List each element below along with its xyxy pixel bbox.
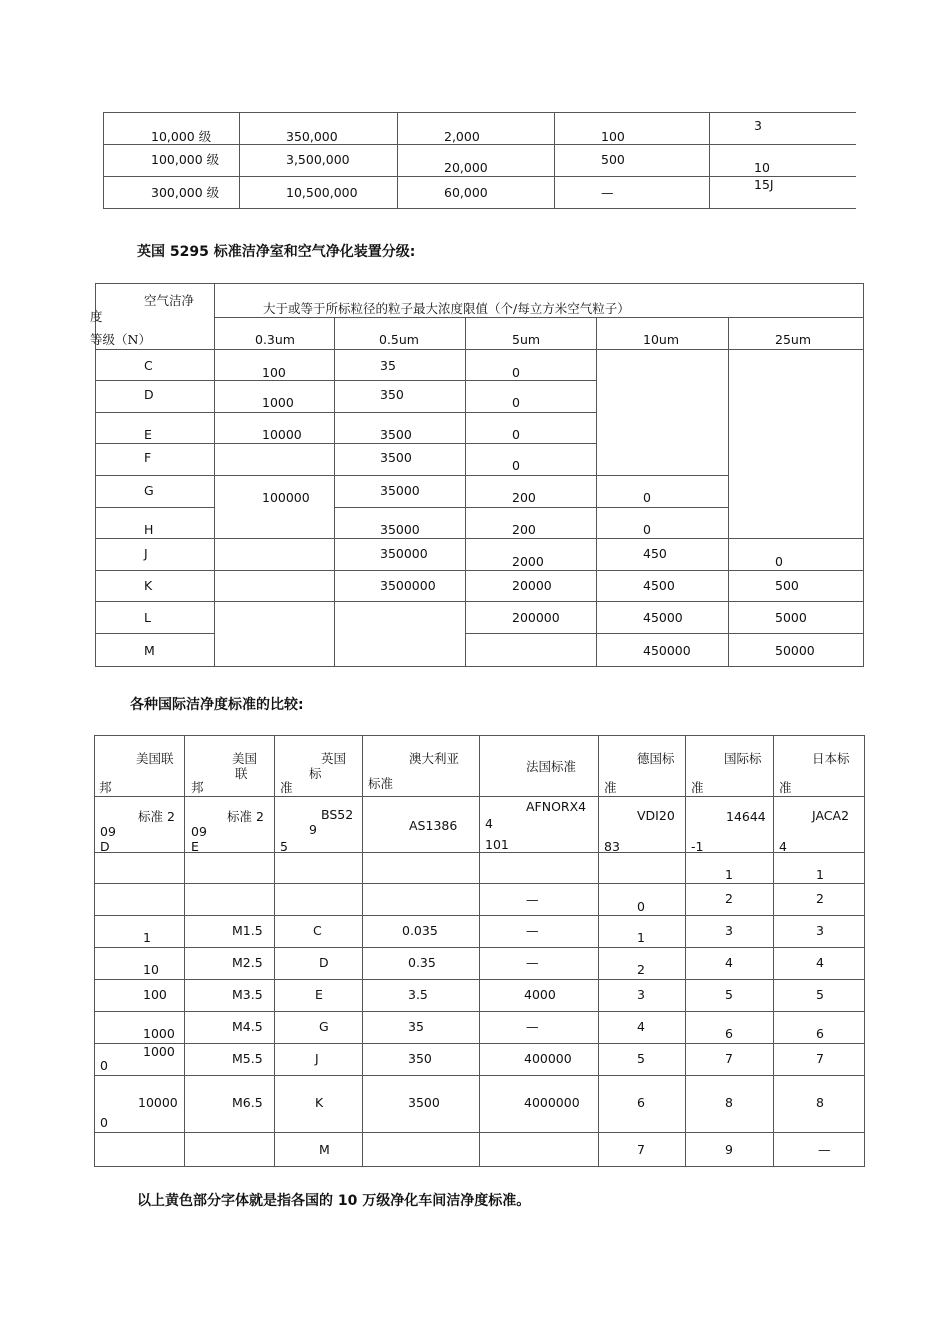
header-us-d [95, 736, 185, 797]
grade-cell: M [144, 642, 155, 658]
table-cell: 20,000 [444, 160, 488, 175]
table-cell: 0 [512, 426, 520, 442]
table-cell: 2 [816, 891, 824, 906]
table-cell: 450 [643, 546, 667, 562]
table-row [95, 853, 865, 884]
table-row [95, 1012, 865, 1044]
table-cell: 3500000 [380, 577, 436, 593]
table-cell: C [313, 923, 322, 938]
table-cell: 1000 [143, 1026, 175, 1041]
table-cell: K [315, 1095, 324, 1110]
table-cell: 2 [637, 962, 645, 977]
header-us-e [185, 736, 275, 797]
table-cell: 350 [380, 387, 404, 403]
table-cell: — [526, 955, 539, 970]
subheader-text: 83 [604, 839, 620, 854]
table-cell: 7 [637, 1142, 645, 1157]
grade-cell: E [144, 426, 152, 442]
table-row [95, 980, 865, 1012]
table-cell: 45000 [643, 610, 683, 626]
table-cell: — [526, 1019, 539, 1034]
corner-text: 空气洁净 [144, 293, 195, 308]
table-cell: 200000 [512, 610, 560, 626]
subheader-text: VDI20 [637, 808, 675, 823]
grade-cell: F [144, 450, 152, 466]
table-cell: 5 [637, 1051, 645, 1066]
table-cell: 50000 [775, 642, 815, 658]
table-cell: 100 [143, 987, 167, 1002]
table-cell: 15J [754, 177, 774, 192]
header-text: 准 [779, 780, 792, 795]
table-cell: 100 [601, 129, 625, 144]
table-cell: 400000 [524, 1051, 572, 1066]
footer-note: 以上黄色部分字体就是指各国的 10 万级净化车间洁净度标准。 [137, 1193, 531, 1209]
table-cell: 200 [512, 521, 536, 537]
table-cell: 4500 [643, 577, 675, 593]
subheader-text: AFNORX4 [526, 799, 587, 814]
table-cell: 20000 [512, 577, 552, 593]
table-cell: 3 [637, 987, 645, 1002]
subheader-text: 4 [779, 839, 787, 854]
header-text: 准 [280, 780, 293, 795]
table-cell: 10,500,000 [286, 185, 358, 200]
table-cell: 10000 [262, 426, 302, 442]
table-cell: 3 [725, 923, 733, 938]
table-cell: 5 [725, 987, 733, 1002]
table-row [96, 539, 864, 571]
table-cell: 1000 [262, 395, 294, 411]
table-row [96, 633, 864, 666]
header-text: 法国标准 [526, 759, 577, 774]
header-fr [480, 736, 599, 797]
table-cell: 35000 [380, 482, 420, 498]
column-header: 0.3um [255, 332, 295, 347]
table-row [95, 948, 865, 980]
table-cell: 6 [816, 1026, 824, 1041]
table-cell: 4 [637, 1019, 645, 1034]
table-row [95, 1076, 865, 1133]
header-jp [774, 736, 865, 797]
table-cell: 3500 [380, 426, 412, 442]
table-cell: M1.5 [232, 923, 263, 938]
table-cell: 35000 [380, 521, 420, 537]
column-header: 10um [643, 332, 680, 347]
table-cell: 0 [100, 1058, 108, 1073]
table-cell: M4.5 [232, 1019, 263, 1034]
table-cell: 8 [816, 1095, 824, 1110]
header-text: 英国 [321, 751, 347, 766]
header-de [599, 736, 686, 797]
subheader-text: 101 [485, 837, 509, 852]
table-cell: 10 [754, 160, 770, 175]
header-text: 邦 [99, 780, 112, 795]
header-text: 标 [309, 766, 322, 781]
subheader-text: 标准 2 [138, 809, 175, 824]
table-cell: 3,500,000 [286, 152, 350, 167]
table-row [104, 177, 856, 209]
table-row [96, 570, 864, 602]
subheader-text: D [100, 839, 110, 854]
table-cell: 2000 [512, 554, 544, 570]
grade-cell: D [144, 387, 154, 403]
subheader-text: 14644 [726, 809, 766, 824]
table-row [95, 1133, 865, 1167]
subheader-text: JACA2 [812, 808, 850, 823]
table-cell: 350 [408, 1051, 432, 1066]
table-row [104, 113, 856, 145]
table-cell: 9 [725, 1142, 733, 1157]
uk-5295-table [90, 283, 864, 667]
span-header [215, 284, 864, 318]
table-cell: 2,000 [444, 129, 480, 144]
table-cell: 8 [725, 1095, 733, 1110]
subheader-text: 09 [100, 824, 116, 839]
grade-cell: 100,000 级 [151, 152, 220, 167]
table-cell: — [601, 185, 614, 200]
table-cell: — [818, 1142, 831, 1157]
table-cell: 350000 [380, 546, 428, 562]
table-cell: 0 [643, 489, 651, 505]
header-text: 日本标 [812, 751, 850, 766]
table-cell: 0.35 [408, 955, 436, 970]
table-cell: 100 [262, 364, 286, 380]
table-cell: M3.5 [232, 987, 263, 1002]
table-cell: 1 [637, 930, 645, 945]
table-cell: M6.5 [232, 1095, 263, 1110]
table-cell: M [319, 1142, 330, 1157]
table-cell: 35 [380, 357, 396, 373]
table-row [104, 145, 856, 177]
table-header-row [96, 284, 864, 318]
table-cell: 6 [725, 1026, 733, 1041]
table-cell: 450000 [643, 642, 691, 658]
header-text: 准 [691, 780, 704, 795]
table-cell: 0 [512, 364, 520, 380]
section-heading-compare: 各种国际洁净度标准的比较: [130, 697, 304, 713]
subheader-text: BS52 [321, 807, 354, 822]
column-header: 5um [512, 332, 541, 347]
subheader-text: 09 [191, 824, 207, 839]
table-cell: 7 [816, 1051, 824, 1066]
table-cell: J [315, 1051, 319, 1066]
subheader-text: 标准 2 [227, 809, 264, 824]
table-cell: 1 [816, 867, 824, 882]
table-row [96, 602, 864, 634]
header-text: 德国标 [637, 751, 675, 766]
header-uk [275, 736, 363, 797]
table-cell: 4000 [524, 987, 556, 1002]
header-text: 邦 [191, 780, 204, 795]
table-cell: M5.5 [232, 1051, 263, 1066]
table-cell: M2.5 [232, 955, 263, 970]
table-header-row [95, 736, 865, 797]
table-cell: 200 [512, 489, 536, 505]
empty-cell [597, 349, 729, 475]
table-cell: 2 [725, 891, 733, 906]
table-cell: 7 [725, 1051, 733, 1066]
table-cell: 0 [100, 1115, 108, 1130]
grade-cell: C [144, 357, 153, 373]
header-text: 国际标 [724, 751, 762, 766]
table-cell: 60,000 [444, 185, 488, 200]
table-cell: 3500 [380, 450, 412, 466]
table-row [95, 884, 865, 916]
corner-text: 等级（N） [90, 332, 151, 347]
table-cell: 0 [637, 899, 645, 914]
grade-cell: L [144, 610, 151, 626]
table-cell: D [319, 955, 329, 970]
table-cell: 10000 [138, 1095, 178, 1110]
table-cell: 500 [775, 577, 799, 593]
subheader-text: 5 [280, 839, 288, 854]
table-cell: 0.035 [402, 923, 438, 938]
grade-cell: K [144, 577, 153, 593]
table-cell: E [315, 987, 323, 1002]
table-cell: 1 [143, 930, 151, 945]
table-cell: 500 [601, 152, 625, 167]
grade-cell: J [144, 546, 148, 562]
standards-comparison-table [94, 735, 865, 1167]
grade-cell: 10,000 级 [151, 129, 212, 144]
table-cell: 4 [725, 955, 733, 970]
table-cell: 0 [512, 458, 520, 474]
table-cell: 100000 [262, 489, 310, 505]
table-cell: 3500 [408, 1095, 440, 1110]
table-cell: 10 [143, 962, 159, 977]
table-cell: 3 [754, 118, 762, 133]
table-row [95, 1044, 865, 1076]
table-cell: 0 [512, 395, 520, 411]
table-cell: 35 [408, 1019, 424, 1034]
header-text: 准 [604, 780, 617, 795]
grade-cell: G [144, 482, 154, 498]
section-heading-uk: 英国 5295 标准洁净室和空气净化装置分级: [137, 244, 416, 260]
corner-text: 度 [90, 309, 103, 324]
column-header: 0.5um [379, 332, 419, 347]
subheader-text: 9 [309, 822, 317, 837]
subheader-text: AS1386 [409, 818, 458, 833]
span-header-text: 大于或等于所标粒径的粒子最大浓度限值（个/每立方米空气粒子） [263, 301, 630, 316]
table-cell: 4 [816, 955, 824, 970]
table-cell: 1000 [143, 1044, 175, 1059]
table-cell: 350,000 [286, 129, 338, 144]
column-header: 25um [775, 332, 812, 347]
header-text: 美国联 [136, 751, 174, 766]
header-corner [90, 284, 215, 350]
table-row [96, 349, 864, 381]
subheader-text: -1 [691, 839, 704, 854]
table-cell: — [526, 923, 539, 938]
class-table-top [103, 112, 856, 209]
table-row [95, 916, 865, 948]
table-cell: 3 [816, 923, 824, 938]
header-au [363, 736, 480, 797]
subheader-text: E [191, 839, 199, 854]
table-cell: 5 [816, 987, 824, 1002]
table-cell: — [526, 892, 539, 907]
table-header-row [95, 797, 865, 853]
empty-cell [729, 349, 864, 539]
table-cell: 5000 [775, 610, 807, 626]
table-cell: 6 [637, 1095, 645, 1110]
header-text: 澳大利亚 [409, 751, 460, 766]
grade-cell: H [144, 521, 154, 537]
table-cell: 0 [643, 521, 651, 537]
subheader-text: 4 [485, 816, 493, 831]
header-text: 联 [235, 766, 248, 781]
grade-cell: 300,000 级 [151, 185, 220, 200]
table-cell: 3.5 [408, 987, 428, 1002]
table-cell: 4000000 [524, 1095, 580, 1110]
header-text: 美国 [232, 751, 258, 766]
header-iso [686, 736, 774, 797]
header-text: 标准 [368, 776, 394, 791]
table-cell: G [319, 1019, 329, 1034]
table-cell: 1 [725, 867, 733, 882]
table-cell: 0 [775, 554, 783, 570]
